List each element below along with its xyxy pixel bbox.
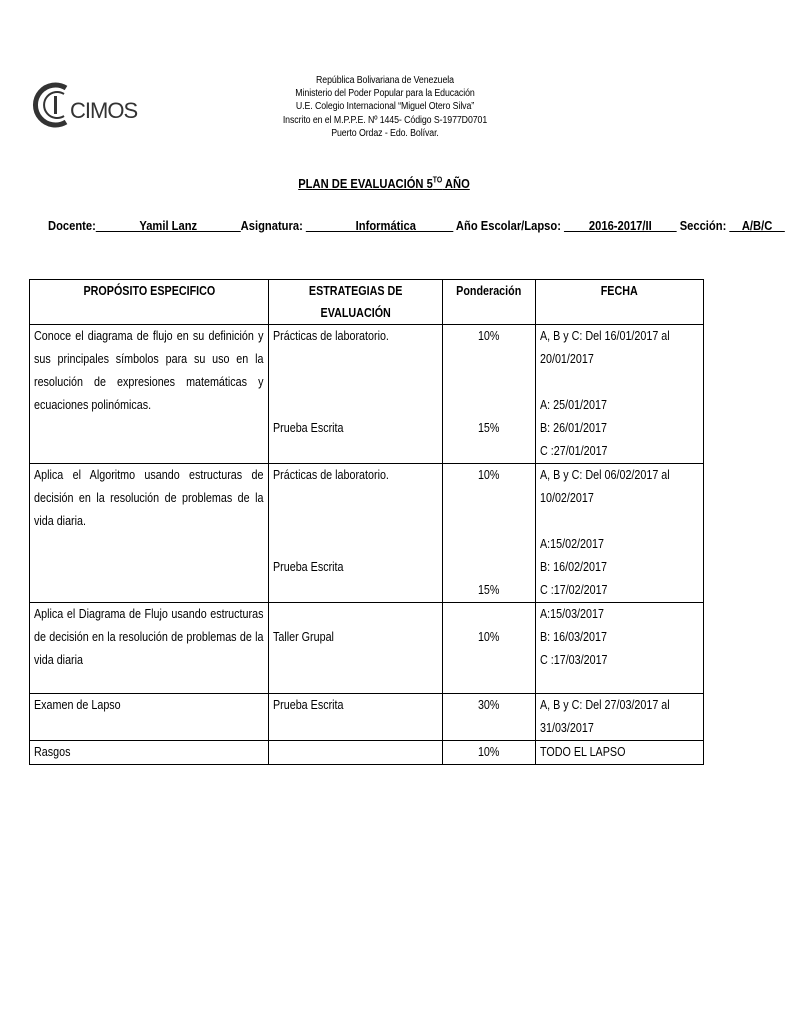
cell-estrategia: Prueba Escrita bbox=[269, 694, 443, 741]
table-row bbox=[30, 741, 704, 765]
cell-proposito: Rasgos bbox=[30, 741, 269, 765]
fecha-c: C :17/03/2017 bbox=[540, 653, 608, 667]
ponderacion: 10% bbox=[478, 630, 500, 644]
header-fecha: FECHA bbox=[536, 280, 704, 325]
ponderacion-2: 15% bbox=[478, 421, 500, 435]
header-estrategias: ESTRATEGIAS DE EVALUACIÓN bbox=[269, 280, 443, 325]
cell-fecha: TODO EL LAPSO bbox=[536, 741, 704, 765]
cell-ponderacion: 30% bbox=[443, 694, 536, 741]
fecha-b: B: 26/01/2017 bbox=[540, 421, 607, 435]
ponderacion-2: 15% bbox=[478, 583, 500, 597]
anio-label: Año Escolar/Lapso: bbox=[455, 218, 561, 233]
cell-ponderacion bbox=[443, 464, 536, 603]
title-sup: TO bbox=[432, 176, 443, 185]
school-logo bbox=[40, 78, 138, 132]
cell-estrategia bbox=[269, 603, 443, 694]
table-row bbox=[30, 603, 704, 694]
title-end: AÑO bbox=[442, 176, 470, 192]
cell-estrategia bbox=[269, 741, 443, 765]
estrategia-2: Prueba Escrita bbox=[273, 560, 344, 574]
header-proposito: PROPÓSITO ESPECIFICO bbox=[30, 280, 269, 325]
anio-value: ____2016-2017/II____ bbox=[564, 218, 677, 233]
cell-fecha bbox=[536, 325, 704, 464]
institution-header bbox=[271, 74, 500, 140]
cell-estrategia bbox=[269, 464, 443, 603]
cell-ponderacion bbox=[443, 325, 536, 464]
fecha-c: C :27/01/2017 bbox=[540, 444, 608, 458]
title-main: PLAN DE EVALUACIÓN 5 bbox=[298, 176, 433, 192]
header-line-1: República Bolivariana de Venezuela bbox=[316, 75, 454, 86]
cell-proposito: Examen de Lapso bbox=[30, 694, 269, 741]
header-line-3: U.E. Colegio Internacional “Miguel Otero Silva” bbox=[295, 101, 475, 113]
cell-proposito: Conoce el diagrama de flujo en su definición y sus principales símbolos para su uso en la resolución de expresiones matemáticas y ecuaciones polinómicas. bbox=[30, 325, 269, 464]
estrategia: Taller Grupal bbox=[273, 630, 334, 644]
seccion-label: Sección: bbox=[679, 218, 727, 233]
estrategia-2: Prueba Escrita bbox=[273, 421, 344, 435]
fecha-a: A: 25/01/2017 bbox=[540, 398, 607, 412]
cell-ponderacion bbox=[443, 603, 536, 694]
ponderacion-1: 10% bbox=[478, 468, 500, 482]
ponderacion-1: 10% bbox=[478, 329, 500, 343]
evaluation-table bbox=[29, 279, 704, 765]
document-title bbox=[54, 176, 714, 191]
fecha-general: A, B y C: Del 16/01/2017 al 20/01/2017 bbox=[540, 329, 670, 366]
seccion-value: __A/B/C__ bbox=[729, 218, 785, 233]
fecha-a: A:15/02/2017 bbox=[540, 537, 604, 551]
table-header-row bbox=[30, 280, 704, 325]
fecha-b: B: 16/02/2017 bbox=[540, 560, 607, 574]
header-line-5: Puerto Ordaz - Edo. Bolívar. bbox=[331, 127, 439, 139]
asignatura-value: ________Informática______ bbox=[305, 218, 454, 233]
fecha-a: A:15/03/2017 bbox=[540, 607, 604, 621]
cell-ponderacion: 10% bbox=[443, 741, 536, 765]
cell-estrategia bbox=[269, 325, 443, 464]
asignatura-label: Asignatura: bbox=[240, 218, 303, 233]
header-line-4: Inscrito en el M.P.P.E. Nº 1445- Código S-1977D0701 bbox=[282, 114, 488, 126]
table-row bbox=[30, 694, 704, 741]
cell-proposito: Aplica el Algoritmo usando estructuras de decisión en la resolución de problemas de la vida diaria. bbox=[30, 464, 269, 603]
fecha-b: B: 16/03/2017 bbox=[540, 630, 607, 644]
cell-fecha: A, B y C: Del 27/03/2017 al 31/03/2017 bbox=[536, 694, 704, 741]
docente-value: _______Yamil Lanz_______ bbox=[95, 218, 241, 233]
table-row bbox=[30, 325, 704, 464]
estrategia-1: Prácticas de laboratorio. bbox=[273, 329, 389, 343]
docente-label: Docente: bbox=[48, 218, 96, 233]
header-ponderacion: Ponderación bbox=[443, 280, 536, 325]
cell-proposito: Aplica el Diagrama de Flujo usando estructuras de decisión en la resolución de problemas de la vida diaria bbox=[30, 603, 269, 694]
table-row bbox=[30, 464, 704, 603]
logo-text: CIMOS bbox=[70, 98, 138, 123]
info-line bbox=[48, 218, 785, 233]
fecha-general: A, B y C: Del 06/02/2017 al 10/02/2017 bbox=[540, 468, 670, 505]
estrategia-1: Prácticas de laboratorio. bbox=[273, 468, 389, 482]
cell-fecha bbox=[536, 464, 704, 603]
header-line-2: Ministerio del Poder Popular para la Educación bbox=[295, 88, 475, 100]
cell-fecha bbox=[536, 603, 704, 694]
fecha-c: C :17/02/2017 bbox=[540, 583, 608, 597]
